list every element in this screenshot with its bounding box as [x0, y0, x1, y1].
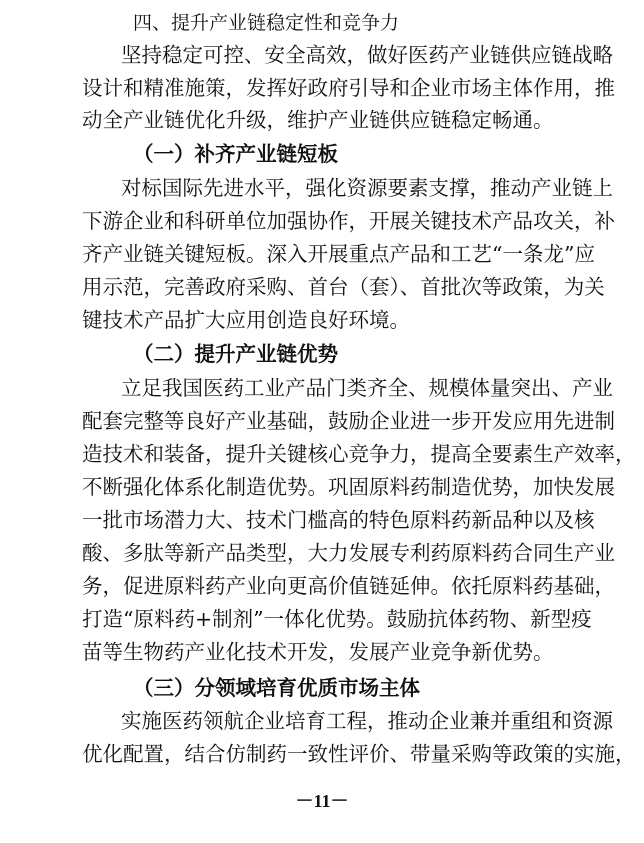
body-line: 造技术和装备，提升关键核心竞争力，提高全要素生产效率， [82, 442, 636, 466]
body-line: 键技术产品扩大应用创造良好环境。 [82, 308, 410, 332]
body-line: 用示范，完善政府采购、首台（套）、首批次等政策，为关 [82, 275, 605, 299]
body-line: 坚持稳定可控、安全高效，做好医药产业链供应链战略 [121, 43, 613, 67]
subsection-title: （一）补齐产业链短板 [133, 142, 338, 166]
body-line: 务，促进原料药产业向更高价值链延伸。依托原料药基础， [82, 574, 615, 598]
body-line: 不断强化体系化制造优势。巩固原料药制造优势，加快发展 [82, 475, 615, 499]
body-line: 对标国际先进水平，强化资源要素支撑，推动产业链上 [121, 176, 613, 200]
body-line: 立足我国医药工业产品门类齐全、规模体量突出、产业 [121, 376, 613, 400]
body-line: 下游企业和科研单位加强协作，开展关键技术产品攻关，补 [82, 209, 615, 233]
body-line: 动全产业链优化升级，维护产业链供应链稳定畅通。 [82, 108, 554, 132]
body-line: 优化配置，结合仿制药一致性评价、带量采购等政策的实施， [82, 742, 636, 766]
body-line: 酸、多肽等新产品类型，大力发展专利药原料药合同生产业 [82, 541, 615, 565]
body-line: 配套完整等良好产业基础，鼓励企业进一步开发应用先进制 [82, 409, 615, 433]
subsection-title: （三）分领域培育优质市场主体 [133, 676, 420, 700]
body-line: 实施医药领航企业培育工程，推动企业兼并重组和资源 [121, 709, 613, 733]
subsection-title: （二）提升产业链优势 [133, 342, 338, 366]
body-line: 齐产业链关键短板。深入开展重点产品和工艺“一条龙”应 [82, 242, 595, 266]
body-line: 一批市场潜力大、技术门槛高的特色原料药新品种以及核 [82, 508, 595, 532]
body-line: 打造“原料药+制剂”一体化优势。鼓励抗体药物、新型疫 [82, 607, 592, 631]
body-line: 苗等生物药产业化技术开发，发展产业竞争新优势。 [82, 640, 554, 664]
body-line: 设计和精准施策，发挥好政府引导和企业市场主体作用，推 [82, 76, 615, 100]
page-number: －11－ [295, 791, 349, 811]
section-title: 四、提升产业链稳定性和竞争力 [133, 12, 400, 34]
